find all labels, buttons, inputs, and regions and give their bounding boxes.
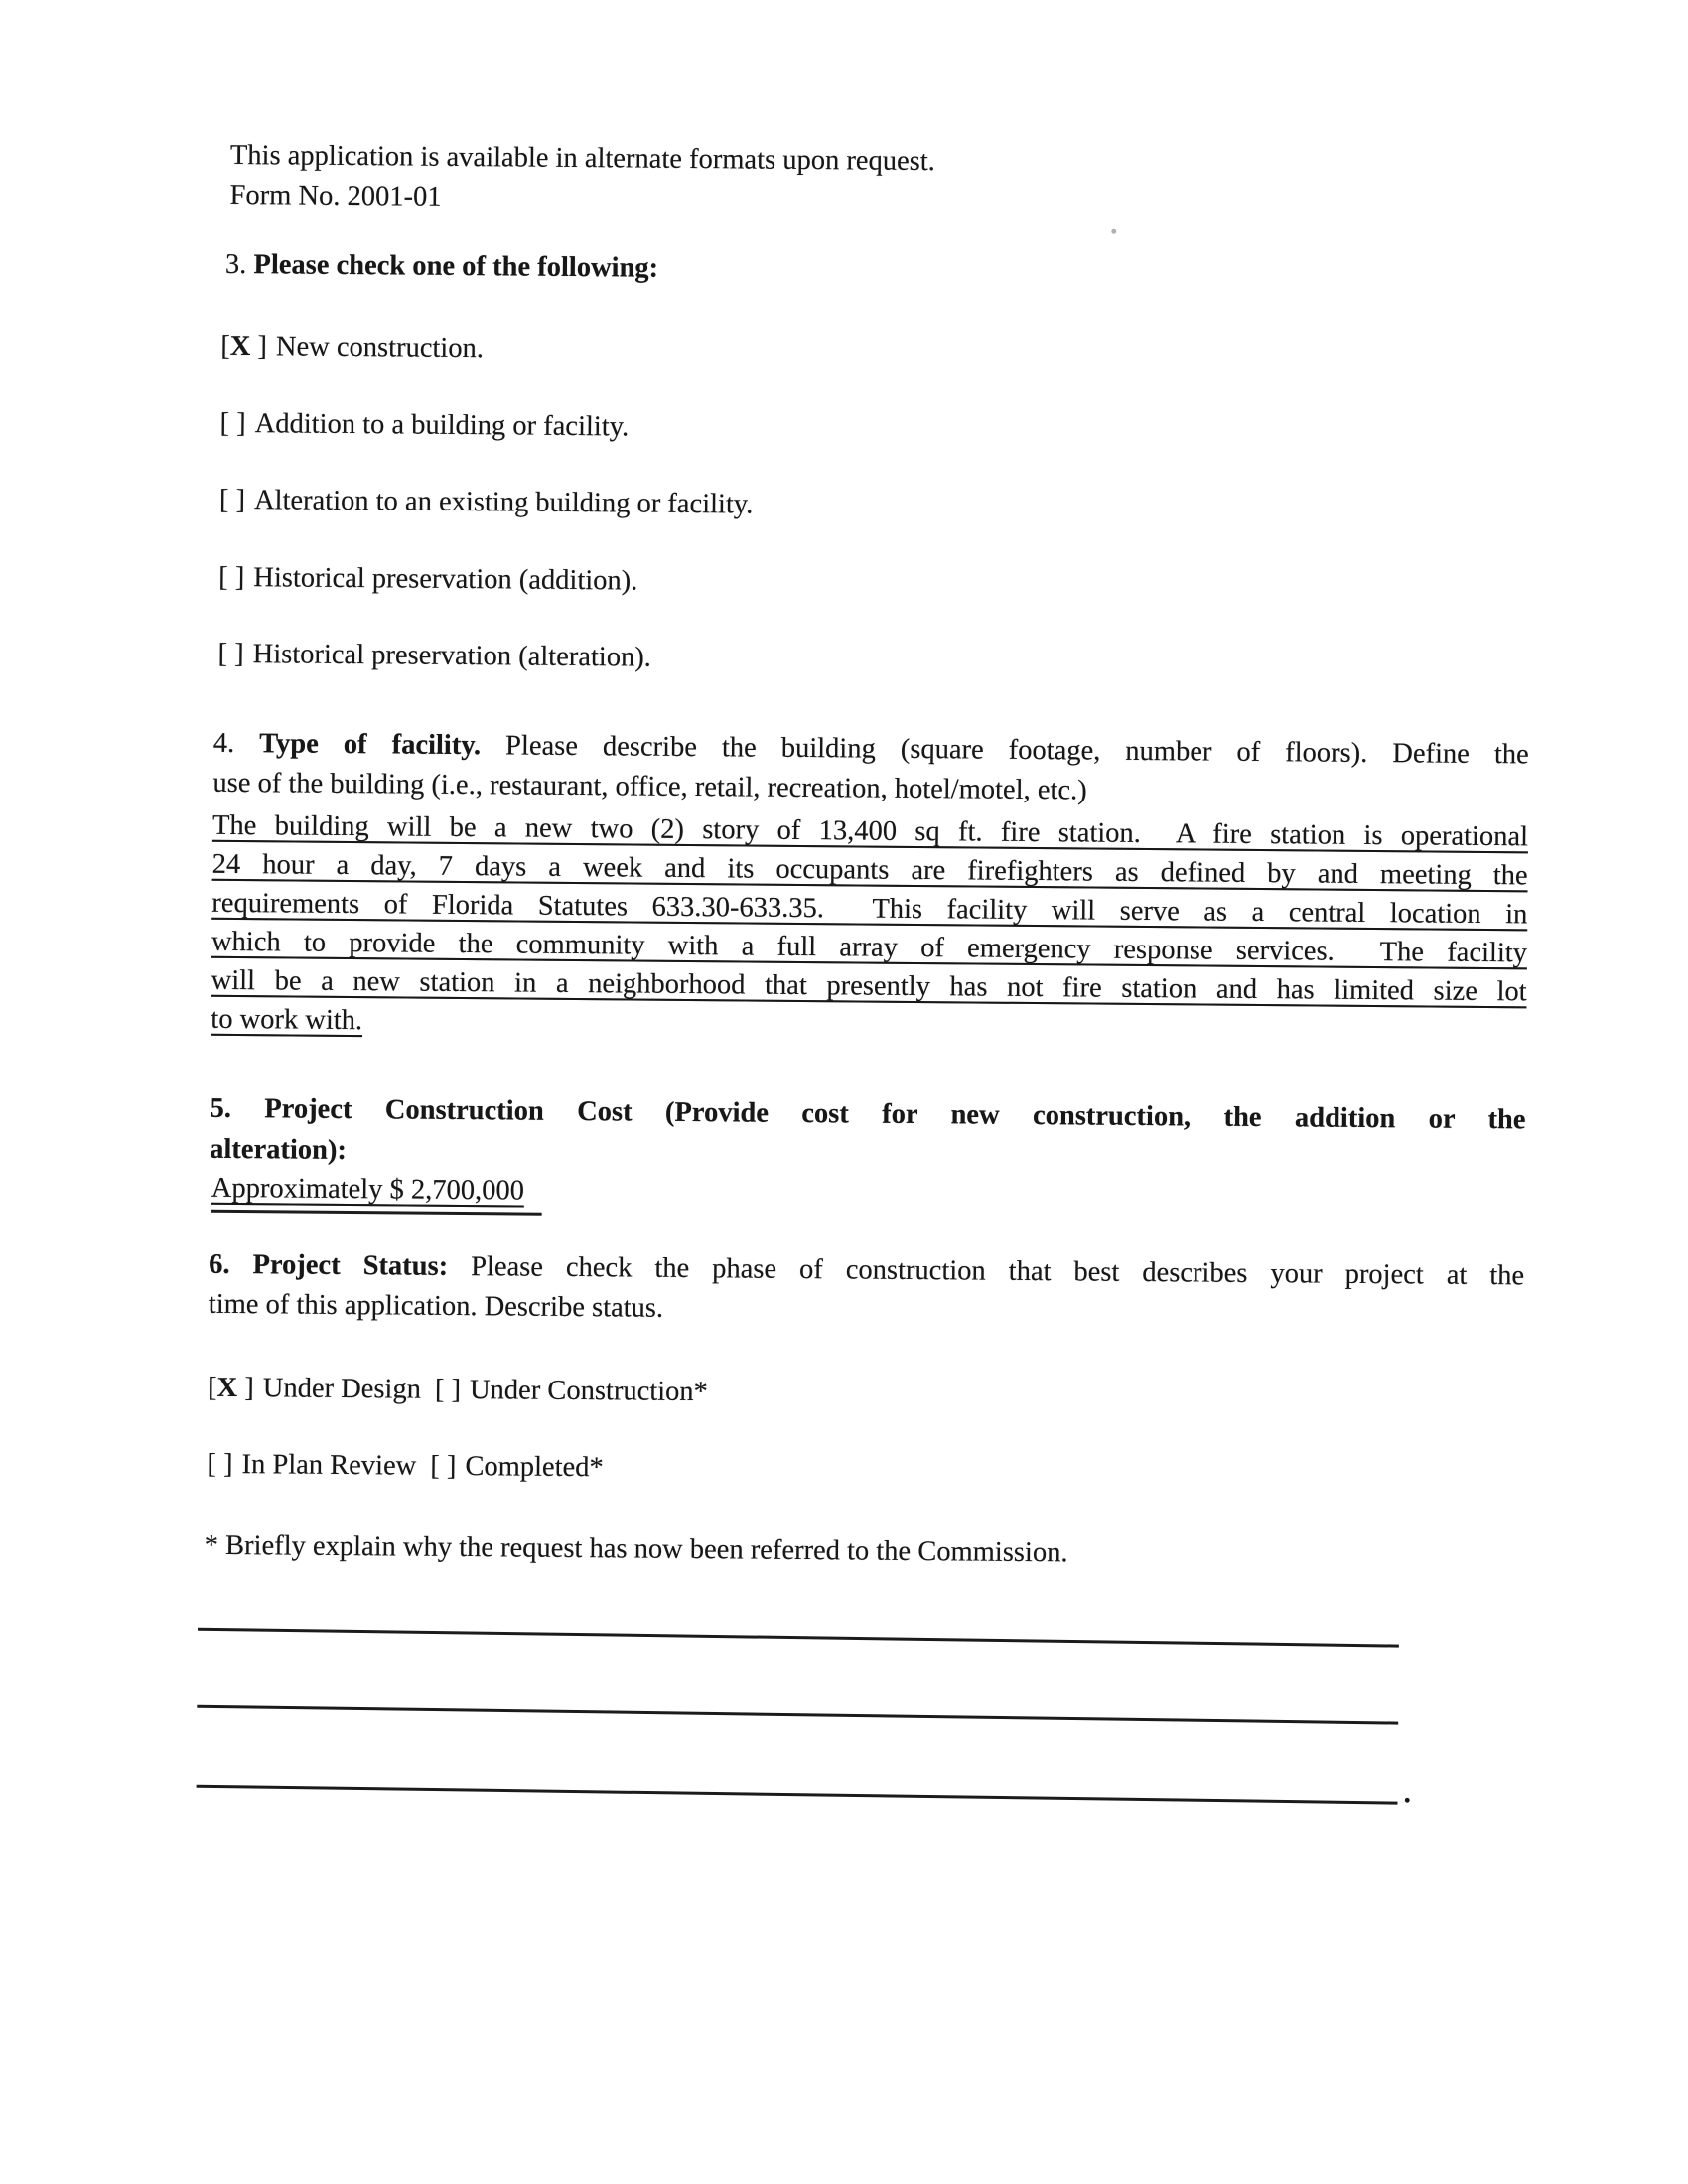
section6-prompt: Please check the phase of construction that best describes your project at the [448, 1250, 1525, 1292]
intro-block [229, 136, 1323, 225]
alternate-formats-note: This application is available in alternate formats upon request. [229, 139, 935, 178]
section3-title: Please check one of the following: [253, 249, 659, 284]
answer-line: The building will be a new two (2) story of 13,400 sq ft. fire station. A fire station is operational [211, 809, 1529, 853]
status-completed [430, 1451, 604, 1484]
blank-answer-line-1 [198, 1628, 1399, 1648]
checkbox-empty-mark: [ ] [430, 1450, 457, 1482]
section4-title: Type of facility. [259, 728, 482, 762]
status-under-construction [435, 1375, 708, 1407]
option-historical-addition [218, 557, 1529, 609]
status-label: Under Design [262, 1373, 422, 1405]
status-label: Completed* [465, 1451, 604, 1484]
blank-answer-line-2 [197, 1705, 1398, 1725]
option-label: Historical preservation (alteration). [252, 639, 652, 673]
section4-answer [211, 806, 1528, 1051]
checkbox-empty-mark: [ ] [207, 1448, 233, 1481]
status-under-design [208, 1373, 421, 1405]
section6-prompt-line2: time of this application. Describe status. [208, 1288, 664, 1324]
answer-line: which to provide the community with a full array of emergency response services. The facility [211, 926, 1528, 969]
answer-line: will be a new station in a neighborhood that presently has not fire station and has limited size lot [211, 964, 1527, 1008]
answer-line: 24 hour a day, 7 days a week and its occupants are firefighters as defined by and meeting the [211, 848, 1528, 892]
section4-number: 4. [212, 727, 260, 760]
option-label: Historical preservation (addition). [253, 561, 638, 597]
option-historical-alteration [217, 635, 1528, 686]
scan-speck [1111, 229, 1116, 234]
section3-heading [225, 245, 1536, 297]
checkbox-empty-mark: [ ] [219, 407, 246, 439]
option-label: Alteration to an existing building or facility. [253, 485, 754, 520]
checkbox-checked-mark: [X ] [207, 1372, 254, 1404]
option-alteration [219, 481, 1530, 532]
answer-line: to work with. [211, 1003, 363, 1037]
trailing-period: . [1403, 1776, 1412, 1810]
section5-heading-line1: 5. Project Construction Cost (Provide cost for new construction, the addition or the [210, 1092, 1526, 1136]
status-label: Under Construction* [469, 1375, 709, 1408]
section6-title: 6. Project Status: [209, 1248, 449, 1282]
form-number: Form No. 2001-01 [229, 179, 442, 213]
status-in-plan-review [207, 1449, 416, 1482]
commission-referral-note: * Briefly explain why the request has now been referred to the Commission. [204, 1529, 1068, 1569]
checkbox-empty-mark: [ ] [217, 638, 244, 670]
status-row-1 [208, 1369, 1523, 1420]
section6-project-status [209, 1245, 1525, 1337]
section4-prompt-line2: use of the building (i.e., restaurant, office, retail, recreation, hotel/motel, etc.) [212, 767, 1087, 806]
checkbox-checked-mark: [X ] [220, 330, 268, 363]
status-label: In Plan Review [241, 1449, 417, 1482]
option-label: Addition to a building or facility. [254, 407, 630, 442]
section5-heading-line2: alteration): [210, 1133, 348, 1166]
blank-answer-line-3 [197, 1785, 1398, 1805]
answer-line: requirements of Florida Statutes 633.30-633.35. This facility will serve as a central location in [211, 887, 1528, 931]
option-addition [219, 403, 1530, 455]
section4-type-of-facility [211, 724, 1529, 1051]
checkbox-empty-mark: [ ] [434, 1374, 462, 1406]
checkbox-empty-mark: [ ] [218, 484, 246, 516]
status-row-2 [207, 1445, 1522, 1497]
section5-construction-cost [210, 1089, 1526, 1182]
checkbox-empty-mark: [ ] [218, 561, 245, 593]
section3-number: 3. [224, 248, 254, 281]
section5-answer: Approximately $ 2,700,000 [211, 1169, 542, 1216]
section3-options [217, 327, 1531, 723]
option-label: New construction. [275, 331, 485, 364]
option-new-construction [220, 327, 1531, 378]
section4-prompt: Please describe the building (square footage, number of floors). Define the [480, 730, 1529, 771]
